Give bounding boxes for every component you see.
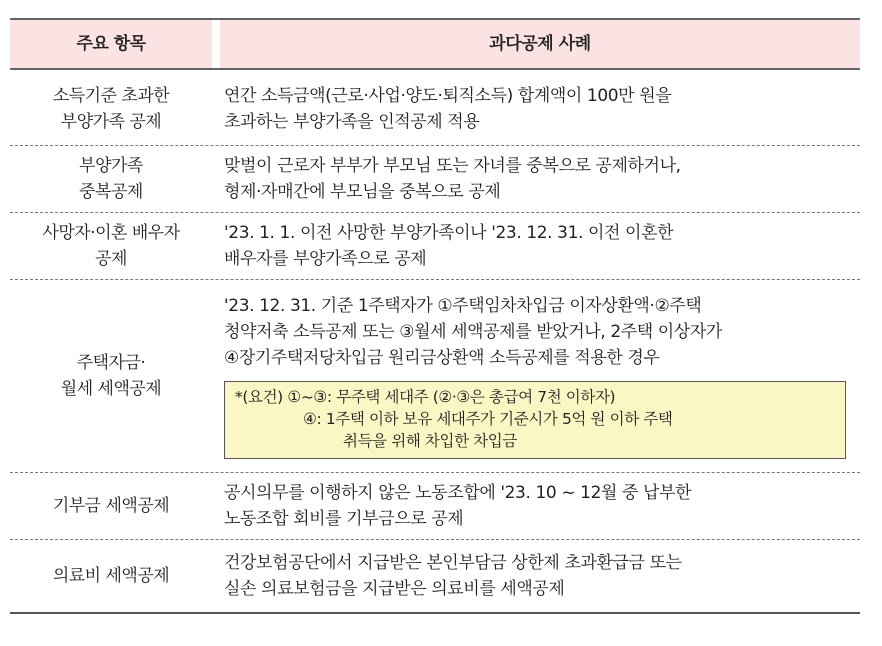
desc-line: 노동조합 회비를 기부금으로 공제	[224, 509, 464, 529]
row-item	[10, 540, 212, 612]
desc-line: 실손 의료보험금을 지급받은 의료비를 세액공제	[224, 579, 565, 599]
requirement-note	[224, 381, 846, 459]
row-desc	[220, 280, 860, 472]
row-item	[10, 73, 212, 145]
item-line: 부양가족	[79, 156, 143, 176]
item-line: 공제	[95, 249, 127, 269]
table-row	[10, 540, 860, 614]
row-item	[10, 213, 212, 279]
table-row	[10, 73, 860, 146]
item-line: 중복공제	[79, 182, 143, 202]
table-row	[10, 473, 860, 540]
row-item	[10, 280, 212, 472]
table-header	[10, 18, 860, 70]
row-desc	[220, 473, 860, 539]
note-line: 취득을 위해 차입한 차입금	[343, 432, 517, 450]
desc-line: ④장기주택저당차입금 원리금상환액 소득공제를 적용한 경우	[224, 348, 660, 368]
desc-line: 공시의무를 이행하지 않은 노동조합에 '23. 10 ~ 12월 중 납부한	[224, 483, 692, 503]
desc-line: 연간 소득금액(근로·사업·양도·퇴직소득) 합계액이 100만 원을	[224, 86, 672, 106]
deduction-table	[10, 18, 860, 614]
item-line: 사망자·이혼 배우자	[42, 223, 180, 243]
header-case: 과다공제 사례	[220, 20, 860, 68]
row-item	[10, 473, 212, 539]
desc-line: 청약저축 소득공제 또는 ③월세 세액공제를 받았거나, 2주택 이상자가	[224, 322, 722, 342]
table-row	[10, 213, 860, 280]
desc-line: 배우자를 부양가족으로 공제	[224, 249, 427, 269]
row-desc	[220, 540, 860, 612]
row-desc	[220, 213, 860, 279]
header-item: 주요 항목	[10, 20, 212, 68]
item-line: 기부금 세액공제	[52, 496, 170, 516]
desc-line: '23. 1. 1. 이전 사망한 부양가족이나 '23. 12. 31. 이전 이혼한	[224, 223, 674, 243]
item-line: 소득기준 초과한	[52, 86, 170, 106]
desc-line: 형제·자매간에 부모님을 중복으로 공제	[224, 182, 501, 202]
desc-line: 맞벌이 근로자 부부가 부모님 또는 자녀를 중복으로 공제하거나,	[224, 156, 681, 176]
note-line: *(요건) ①~③: 무주택 세대주 (②·③은 총급여 7천 이하자)	[235, 388, 616, 406]
table-row	[10, 280, 860, 473]
row-desc	[220, 73, 860, 145]
row-desc	[220, 146, 860, 212]
note-line: ④: 1주택 이하 보유 세대주가 기준시가 5억 원 이하 주택	[303, 410, 673, 428]
table-row	[10, 146, 860, 213]
desc-line: 초과하는 부양가족을 인적공제 적용	[224, 112, 480, 132]
row-item	[10, 146, 212, 212]
item-line: 의료비 세액공제	[52, 566, 170, 586]
item-line: 주택자금·	[76, 353, 146, 373]
desc-line: '23. 12. 31. 기준 1주택자가 ①주택임차차입금 이자상환액·②주택	[224, 296, 702, 316]
item-line: 부양가족 공제	[60, 112, 162, 132]
item-line: 월세 세액공제	[60, 379, 162, 399]
desc-line: 건강보험공단에서 지급받은 본인부담금 상한제 초과환급금 또는	[224, 553, 682, 573]
